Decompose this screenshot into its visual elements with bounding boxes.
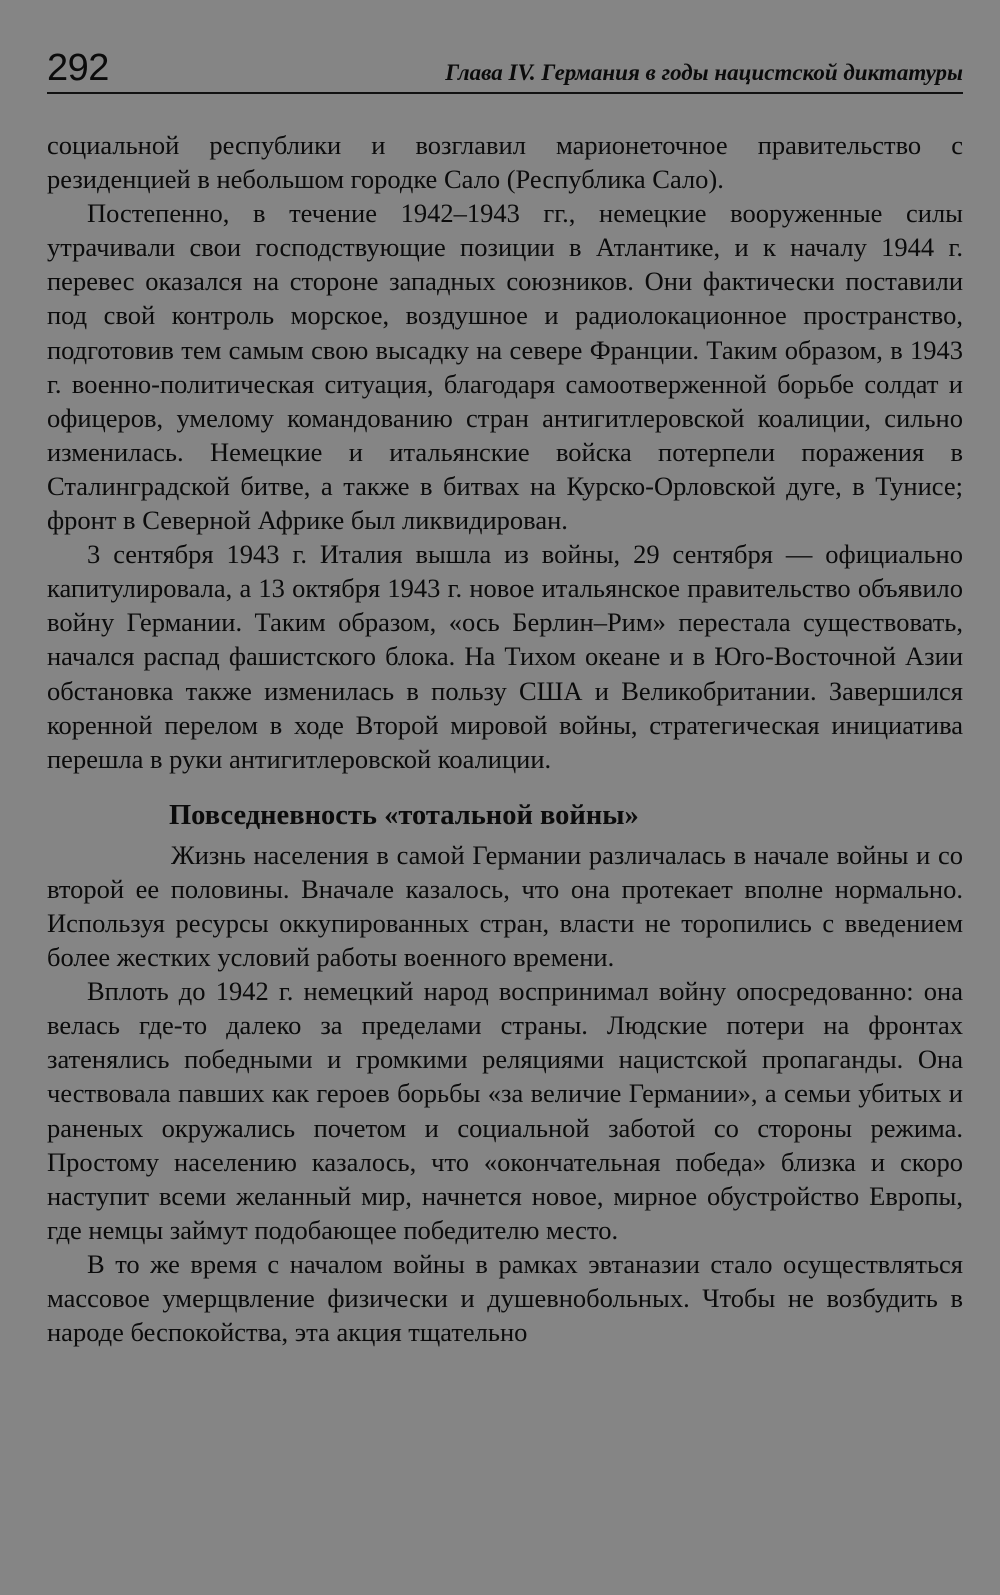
paragraph: Постепенно, в течение 1942–1943 гг., немецкие вооруженные силы утрачивали свои господствующие позиции в Атлантике, и к началу 1944 г. перевес оказался на стороне западных союзников. Они фактически поставили под свой контроль морское, воздушное и радиолокационное пространство, подготовив тем самым свою высадку на севере Франции. Таким образом, в 1943 г. военно-политическая ситуация, благодаря самоотверженной борьбе солдат и офицеров, умелому командованию стран антигитлеровской коалиции, сильно изменилась. Немецкие и итальянские войска потерпели поражения в Сталинградской битве, а также в битвах на Курско-Орловской дуге, в Тунисе; фронт в Северной Африке был ликвидирован. — [47, 198, 963, 536]
paragraph: В то же время с началом войны в рамках эвтаназии стало осуществляться массовое умерщвление физически и душевнобольных. Чтобы не возбудить в народе беспокойства, эта акция тщательно — [47, 1248, 963, 1348]
section-heading: Повседневность «тотальной войны» — [169, 799, 639, 831]
page-number: 292 — [47, 47, 109, 89]
paragraph: Жизнь населения в самой Германии различалась в начале войны и со второй ее половины. Вначале казалось, что она протекает вполне нормально. Используя ресурсы оккупированных стран, власти не торопились с введением более жестких условий работы военного времени. — [47, 839, 963, 973]
page-header — [47, 40, 963, 94]
paragraph: 3 сентября 1943 г. Италия вышла из войны, 29 сентября — официально капитулировала, а 13 октября 1943 г. новое итальянское правительство объявило войну Германии. Таким образом, «ось Берлин–Рим» перестала существовать, начался распад фашистского блока. На Тихом океане и в Юго-Восточной Азии обстановка также изменилась в пользу США и Великобритании. Завершился коренной перелом в ходе Второй мировой войны, стратегическая инициатива перешла в руки антигитлеровской коалиции. — [47, 539, 963, 774]
page-body — [47, 128, 963, 1349]
paragraph-continuation: социальной республики и возглавил марионеточное правительство с резиденцией в небольшом городке Сало (Республика Сало). — [47, 130, 963, 195]
paragraph: Вплоть до 1942 г. немецкий народ воспринимал войну опосредованно: она велась где-то далеко за пределами страны. Людские потери на фронтах затенялись победными и громкими реляциями нацистской пропаганды. Она чествовала павших как героев борьбы «за величие Германии», а семьи убитых и раненых окружались почетом и социальной заботой со стороны режима. Простому населению казалось, что «окончательная победа» близка и скоро наступит всеми желанный мир, начнется новое, мирное обустройство Европы, где немцы займут подобающее победителю место. — [47, 976, 963, 1245]
book-page — [47, 40, 963, 1349]
running-title: Глава IV. Германия в годы нацистской диктатуры — [445, 60, 963, 85]
